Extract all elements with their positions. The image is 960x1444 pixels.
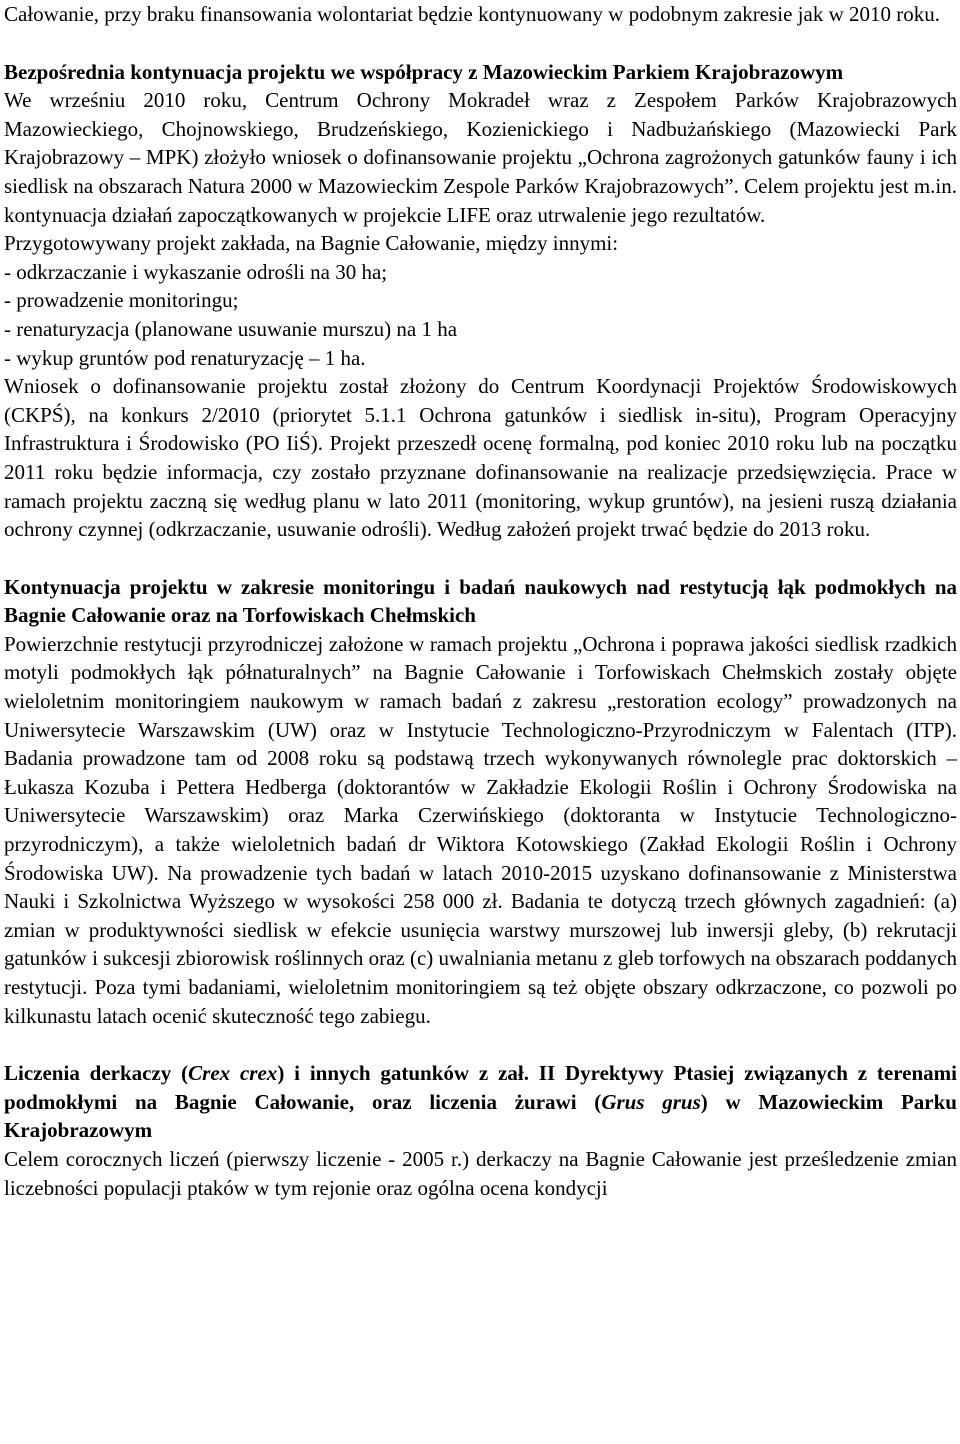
section-1-list-item: - prowadzenie monitoringu; — [4, 288, 239, 313]
section-3-heading-part-3: ) w Mazowieckim Parku Krajobrazowym — [4, 1089, 957, 1143]
section-1-paragraph-1: We wrześniu 2010 roku, Centrum Ochrony Mokradeł wraz z Zespołem Parków Krajobrazowych Mazowieckiego, Chojnowskiego, Brudzeńskiego, Kozienickiego i Nadbużańskiego (Mazowiecki Park Krajobrazowy – MPK) złożyło wniosek o dofinansowanie projektu „Ochrona zagrożonych gatunków fauny i ich siedlisk na obszarach Natura 2000 w Mazowieckim Zespole Parków Krajobrazowych”. Celem projektu jest m.in. kontynuacja działań zapoczątkowanych w projekcie LIFE oraz utrwalenie jego rezultatów. — [4, 88, 957, 227]
section-1-list-item: - wykup gruntów pod renaturyzację – 1 ha. — [4, 345, 366, 370]
section-3-heading — [4, 1059, 957, 1145]
section-2-paragraph: Powierzchnie restytucji przyrodniczej założone w ramach projektu „Ochrona i poprawa jakości siedlisk rzadkich motyli podmokłych łąk półnaturalnych” na Bagnie Całowanie i Torfowiskach Chełmskich zostały objęte wieloletnim monitoringiem naukowym w ramach badań z zakresu „restoration ecology” prowadzonych na Uniwersytecie Warszawskim (UW) oraz w Instytucie Technologiczno-Przyrodniczym w Falentach (ITP). Badania prowadzone tam od 2008 roku są podstawą trzech wykonywanych równolegle prac doktorskich – Łukasza Kozuba i Pettera Hedberga (doktorantów w Zakładzie Ekologii Roślin i Ochrony Środowiska na Uniwersytecie Warszawskim) oraz Marka Czerwińskiego (doktoranta w Instytucie Technologiczno-przyrodniczym), a także wieloletnich badań dr Wiktora Kotowskiego (Zakład Ekologii Roślin i Ochrony Środowiska UW). Na prowadzenie tych badań w latach 2010-2015 uzyskano dofinansowanie z Ministerstwa Nauki i Szkolnictwa Wyższego w wysokości 258 000 zł. Badania te dotyczą trzech głównych zagadnień: (a) zmian w produktywności siedlisk w efekcie usunięcia warstwy murszowej lub inwersji gleby, (b) rekrutacji gatunków i sukcesji zbiorowisk roślinnych oraz (c) uwalniania metanu z gleb torfowych na obszarach poddanych restytucji. Poza tymi badaniami, wieloletnim monitoringiem są też objęte obszary odkrzaczone, co pozwoli po kilkunastu latach ocenić skuteczność tego zabiegu. — [4, 631, 957, 1028]
intro-paragraph: Całowanie, przy braku finansowania wolontariat będzie kontynuowany w podobnym zakresie jak w 2010 roku. — [4, 2, 940, 26]
section-3-heading-part-1: Liczenia derkaczy ( — [4, 1061, 189, 1086]
section-1-heading: Bezpośrednia kontynuacja projektu we współpracy z Mazowieckim Parkiem Krajobrazowym — [4, 59, 844, 84]
section-1-paragraph-2: Wniosek o dofinansowanie projektu został złożony do Centrum Koordynacji Projektów Środowiskowych (CKPŚ), na konkurs 2/2010 (priorytet 5.1.1 Ochrona gatunków i siedlisk in-situ), Program Operacyjny Infrastruktura i Środowisko (PO IiŚ). Projekt przeszedł ocenę formalną, pod koniec 2010 roku lub na początku 2011 roku będzie informacja, czy zostało przyznane dofinansowanie na realizacje przedsięwzięcia. Prace w ramach projektu zaczną się według planu w lato 2011 (monitoring, wykup gruntów), na jesieni ruszą działania ochrony czynnej (odkrzaczanie, usuwanie odrośli). Według założeń projekt trwać będzie do 2013 roku. — [4, 374, 957, 542]
species-name-crex: Crex crex — [188, 1061, 278, 1086]
species-name-grus: Grus grus — [601, 1089, 701, 1114]
section-2-heading: Kontynuacja projektu w zakresie monitoringu i badań naukowych nad restytucją łąk podmokłych na Bagnie Całowanie oraz na Torfowiskach Chełmskich — [4, 574, 957, 628]
section-3-paragraph: Celem corocznych liczeń (pierwszy liczenie - 2005 r.) derkaczy na Bagnie Całowanie jest prześledzenie zmian liczebności populacji ptaków w tym rejonie oraz ogólna ocena kondycji — [4, 1146, 957, 1200]
section-3-heading-part-2: ) i innych gatunków z zał. II Dyrektywy Ptasiej związanych z terenami podmokłymi na Bagnie Całowanie, oraz liczenia żurawi ( — [4, 1061, 958, 1114]
section-1-list-item: - renaturyzacja (planowane usuwanie murszu) na 1 ha — [4, 316, 458, 341]
section-1-list-item: - odkrzaczanie i wykaszanie odrośli na 30 ha; — [4, 259, 388, 284]
section-1-list-intro: Przygotowywany projekt zakłada, na Bagnie Całowanie, między innymi: — [4, 231, 619, 256]
